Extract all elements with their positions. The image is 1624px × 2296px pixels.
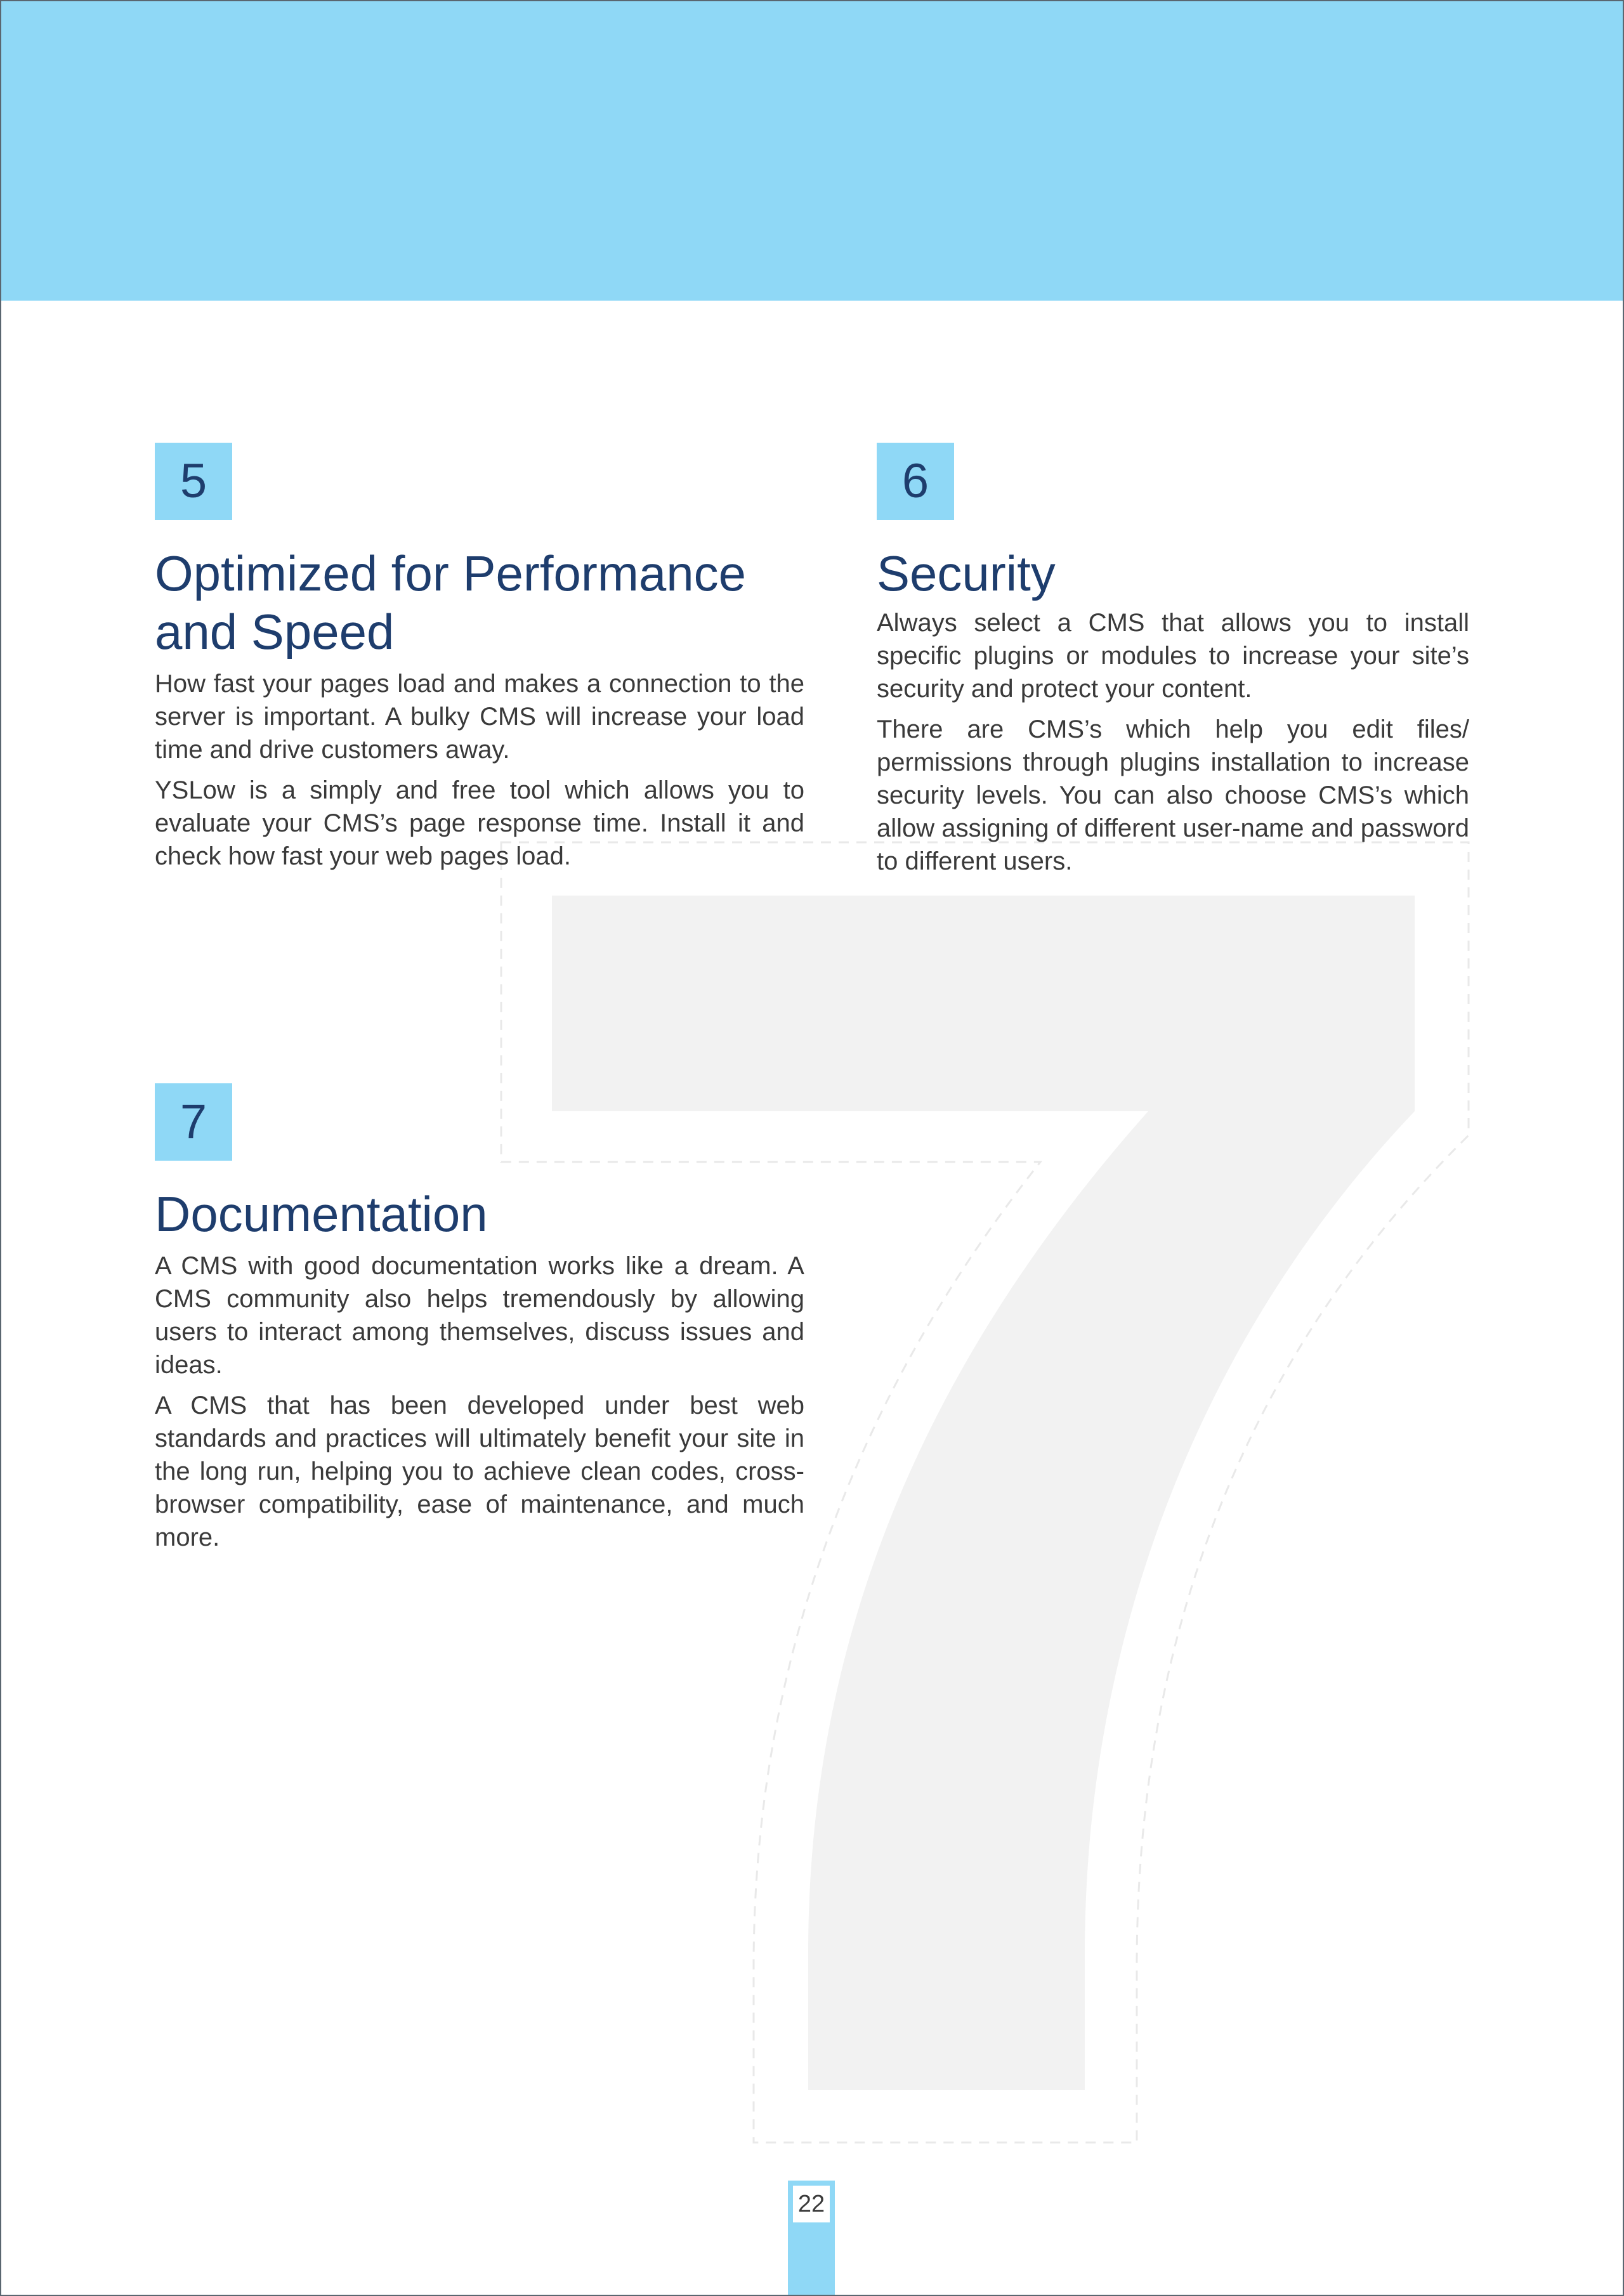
section-paragraph: Always select a CMS that allows you to install specific plugins or modules to increase your site’s security and protect your content. [877,609,1469,703]
section-title: Documentation [155,1186,488,1242]
section-paragraph: There are CMS’s which help you edit files/ permissions through plugins installation to increase security levels. You can also choose CMS’s which allow assigning of different user-name and password to different users. [877,715,1469,875]
section-documentation [155,1083,804,1562]
section-number-badge: 7 [155,1083,232,1161]
section-number-badge: 5 [155,443,232,520]
section-title: Security [877,545,1056,601]
section-paragraph: A CMS with good documentation works like a dream. A CMS community also helps tremendously by allowing users to interact among themselves, discuss issues and ideas. [155,1252,804,1379]
section-paragraph: YSLow is a simply and free tool which allows you to evaluate your CMS’s page response time. Install it and check how fast your web pages load. [155,776,804,870]
section-performance [155,443,804,880]
section-title: Optimized for Performance and Speed [155,545,747,660]
section-number-badge: 6 [877,443,954,520]
page-number: 22 [793,2186,830,2222]
section-paragraph: A CMS that has been developed under best web standards and practices will ultimately benefit your site in the long run, helping you to achieve clean codes, cross-browser compatibility, ease of maintenance, and much more. [155,1392,804,1551]
section-paragraph: How fast your pages load and makes a connection to the server is important. A bulky CMS will increase your load time and drive customers away. [155,670,804,764]
section-security [877,443,1469,885]
